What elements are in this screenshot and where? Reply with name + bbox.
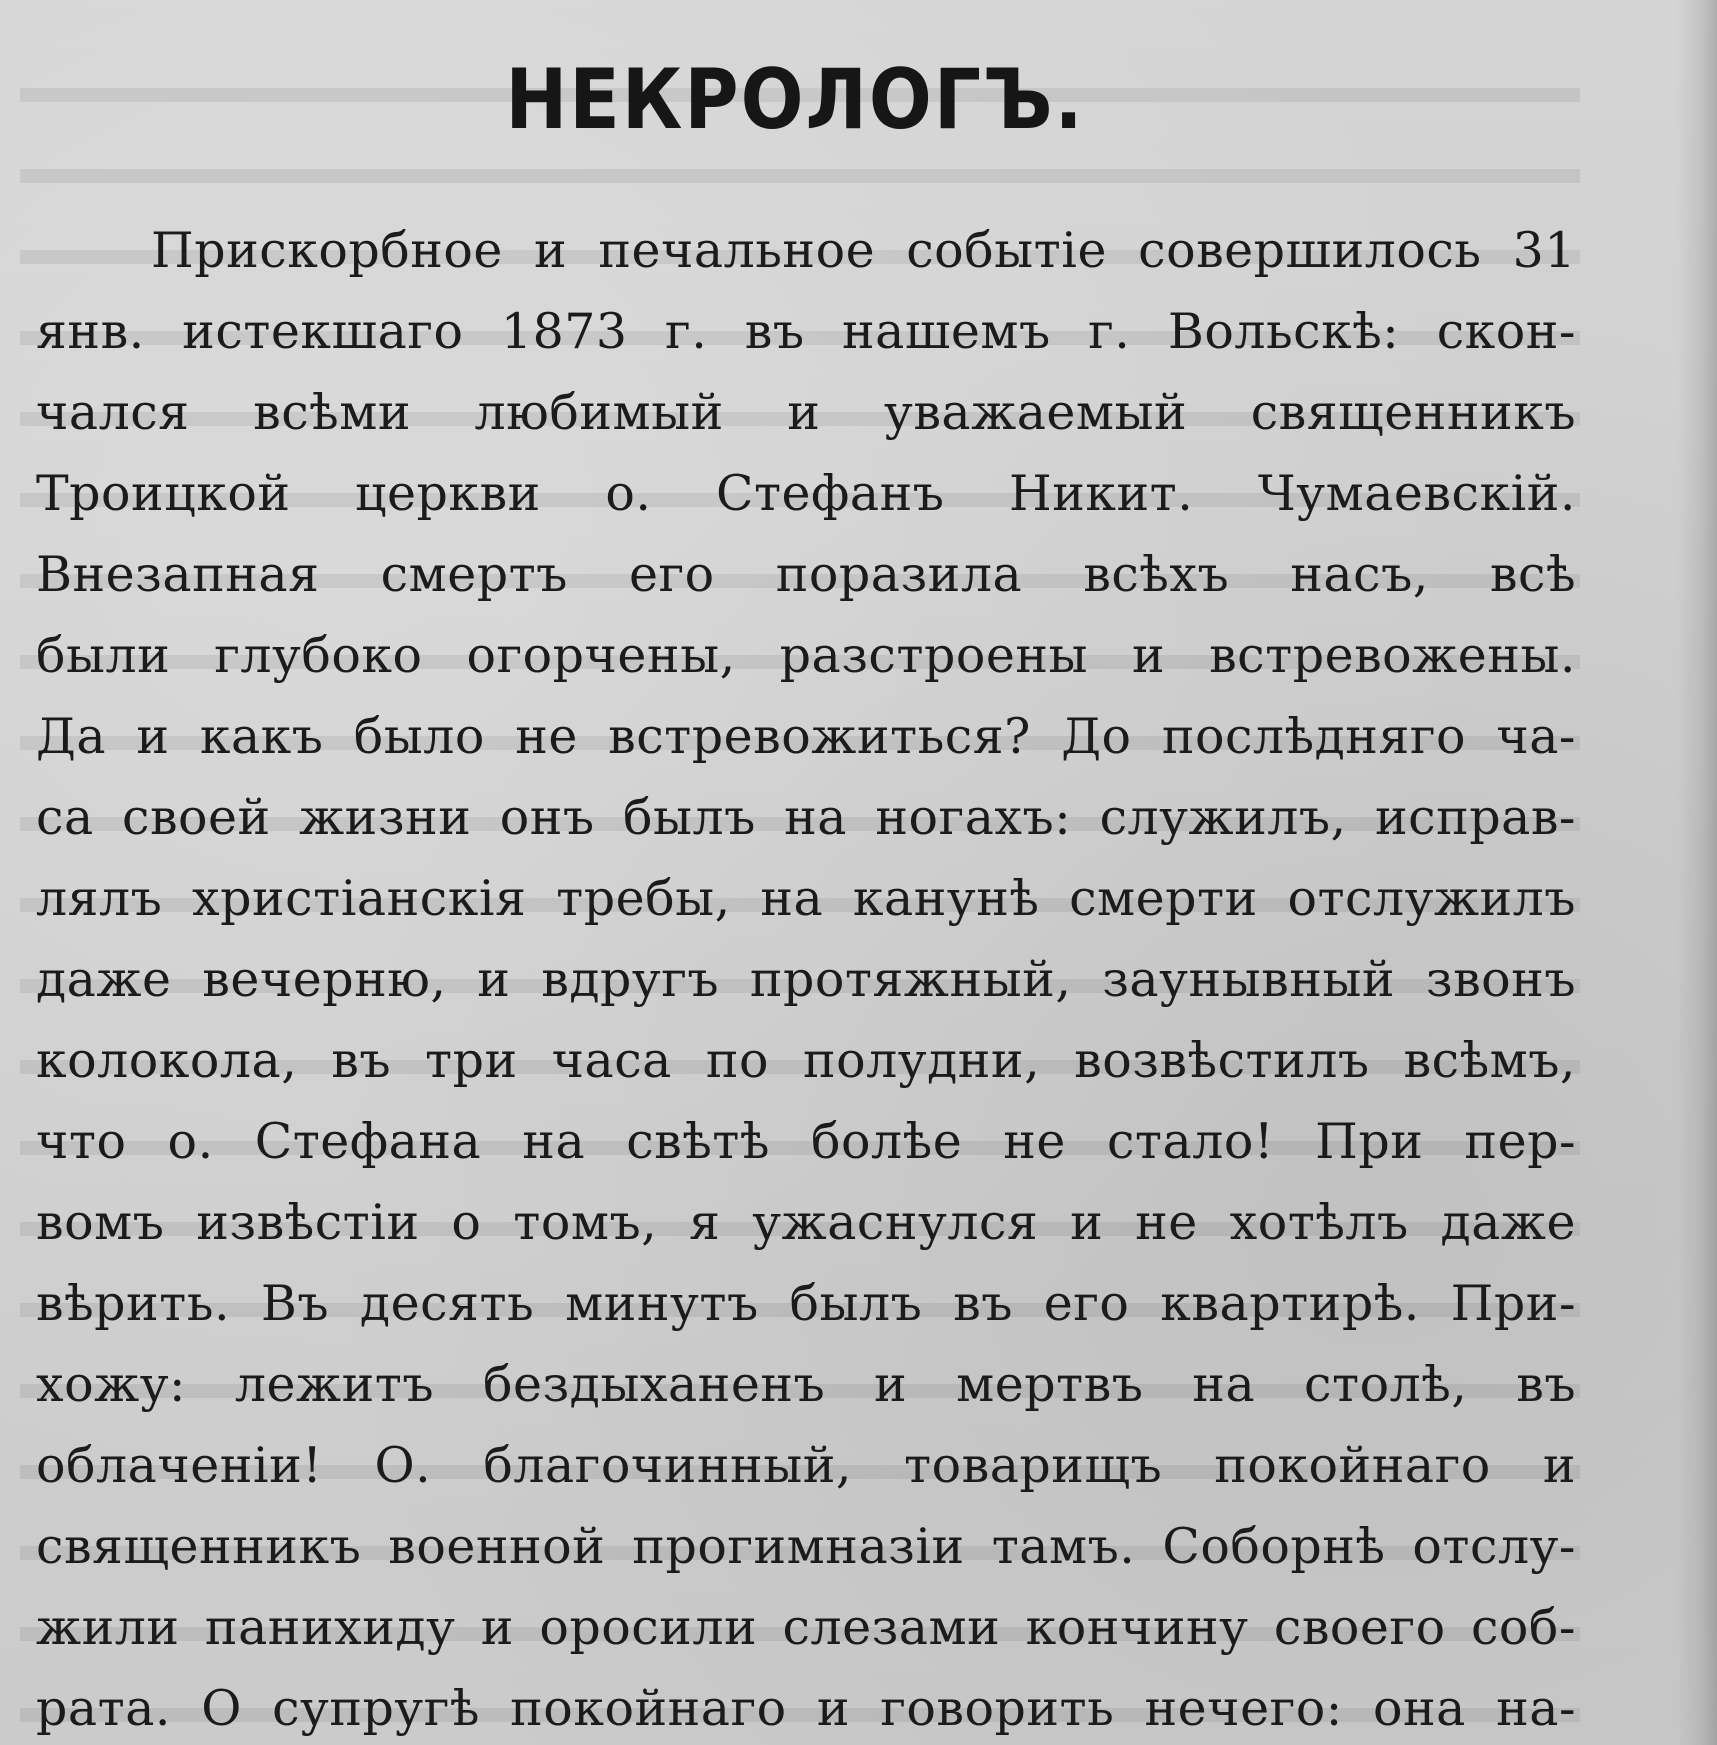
obituary-text — [36, 210, 1576, 1745]
text-line: Троицкой церкви о. Стефанъ Никит. Чумаевскій. — [36, 465, 1576, 522]
text-line: жили панихиду и оросили слезами кончину своего соб- — [36, 1599, 1576, 1656]
text-line: чался всѣми любимый и уважаемый священникъ — [36, 384, 1576, 441]
text-line: Внезапная смертъ его поразила всѣхъ насъ, всѣ — [36, 546, 1576, 603]
text-line: вѣрить. Въ десять минутъ былъ въ его квартирѣ. При- — [36, 1275, 1576, 1332]
text-line: священникъ военной прогимназіи тамъ. Соборнѣ отслу- — [36, 1518, 1576, 1575]
text-line: были глубоко огорчены, разстроены и встревожены. — [36, 627, 1576, 684]
text-line: рата. О супругѣ покойнаго и говорить нечего: она на- — [36, 1680, 1576, 1737]
text-line: вомъ извѣстіи о томъ, я ужаснулся и не хотѣлъ даже — [36, 1194, 1576, 1251]
text-line: са своей жизни онъ былъ на ногахъ: служилъ, исправ- — [36, 789, 1576, 846]
text-line: облаченіи! О. благочинный, товарищъ покойнаго и — [36, 1437, 1576, 1494]
text-line: хожу: лежитъ бездыханенъ и мертвъ на столѣ, въ — [36, 1356, 1576, 1413]
text-line: лялъ христіанскія требы, на канунѣ смерти отслужилъ — [36, 870, 1576, 927]
text-line: Прискорбное и печальное событіе совершилось 31 — [151, 222, 1576, 279]
page-edge-shadow — [1677, 0, 1717, 1745]
text-line: что о. Стефана на свѣтѣ болѣе не стало! При пер- — [36, 1113, 1576, 1170]
text-line: колокола, въ три часа по полудни, возвѣстилъ всѣмъ, — [36, 1032, 1576, 1089]
text-line: янв. истекшаго 1873 г. въ нашемъ г. Вольскѣ: скон- — [36, 303, 1576, 360]
page-title: НЕКРОЛОГЪ. — [505, 52, 1085, 149]
text-line: даже вечерню, и вдругъ протяжный, заунывный звонъ — [36, 951, 1576, 1008]
text-line: Да и какъ было не встревожиться? До послѣдняго ча- — [36, 708, 1576, 765]
